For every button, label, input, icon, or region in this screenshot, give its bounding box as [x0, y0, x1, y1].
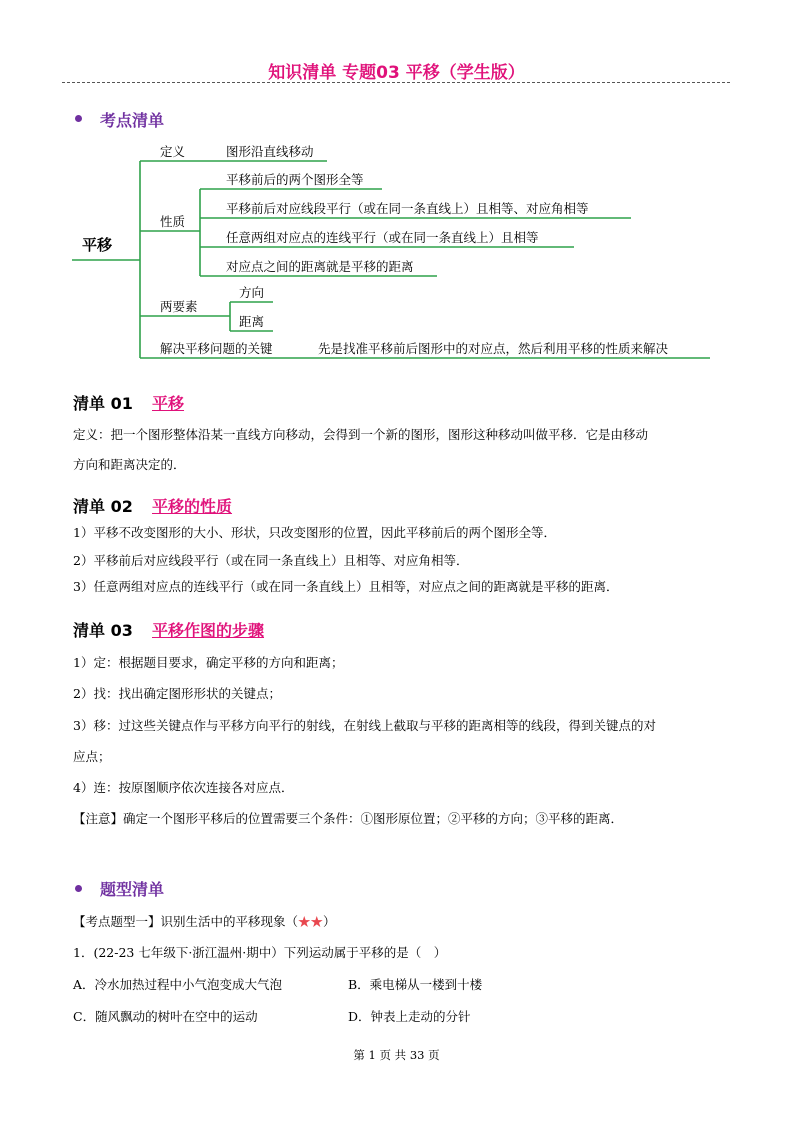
mindmap-definition-label: 定义	[160, 144, 186, 159]
question-type-prefix: 【考点题型一】识别生活中的平移现象（	[73, 914, 299, 929]
list03-label: 清单 03	[73, 621, 133, 640]
list01-label: 清单 01	[73, 394, 133, 413]
page-footer: 第 1 页 共 33 页	[353, 1048, 440, 1062]
list02-item: 1）平移不改变图形的大小、形状，只改变图形的位置，因此平移前后的两个图形全等．	[73, 525, 556, 540]
mindmap-property-item: 对应点之间的距离就是平移的距离	[226, 259, 414, 274]
mindmap-element-item: 距离	[239, 314, 265, 329]
list03-item: 3）移：过这些关键点作与平移方向平行的射线，在射线上截取与平移的距离相等的线段，得到关键点的对	[73, 718, 656, 733]
list03-item: 2）找：找出确定图形形状的关键点；	[73, 686, 281, 701]
list01-title: 平移	[152, 394, 185, 413]
mindmap-key-label: 解决平移问题的关键	[160, 341, 273, 356]
mindmap-properties-label: 性质	[160, 214, 186, 229]
document-title: 知识清单 专题03 平移（学生版）	[268, 63, 525, 83]
bullet-dot-icon	[75, 885, 82, 892]
list03-note: 【注意】确定一个图形平移后的位置需要三个条件：①图形原位置；②平移的方向；③平移的距离．	[73, 811, 624, 826]
question-option-a: A．冷水加热过程中小气泡变成大气泡	[73, 977, 283, 992]
list03-item: 4）连：按原图顺序依次连接各对应点．	[73, 780, 294, 795]
question-type-line	[73, 909, 733, 935]
section-heading-kaodian: 考点清单	[100, 111, 165, 130]
list03-title: 平移作图的步骤	[152, 621, 265, 640]
list02-item: 2）平移前后对应线段平行（或在同一条直线上）且相等、对应角相等．	[73, 553, 469, 568]
question-option-c: C．随风飘动的树叶在空中的运动	[73, 1009, 258, 1024]
list01-text: 定义：把一个图形整体沿某一直线方向移动，会得到一个新的图形，图形这种移动叫做平移．它是由移动	[73, 427, 649, 442]
star-rating-icon: ★★	[298, 914, 324, 929]
question-option-d: D．钟表上走动的分针	[348, 1009, 471, 1024]
list03-item: 应点；	[73, 749, 111, 764]
mindmap-element-item: 方向	[239, 285, 265, 300]
list02-item: 3）任意两组对应点的连线平行（或在同一条直线上）且相等，对应点之间的距离就是平移的距离．	[73, 579, 619, 594]
mindmap-property-item: 任意两组对应点的连线平行（或在同一条直线上）且相等	[226, 230, 539, 245]
mindmap-root-label: 平移	[82, 236, 113, 254]
question-option-b: B．乘电梯从一楼到十楼	[348, 977, 483, 992]
question-stem: 1．(22-23 七年级下·浙江温州·期中）下列运动属于平移的是（ ）	[73, 945, 447, 960]
list01-text: 方向和距离决定的．	[73, 457, 186, 472]
mindmap-key-value: 先是找准平移前后图形中的对应点，然后利用平移的性质来解决	[318, 341, 669, 356]
section-heading-tixing: 题型清单	[100, 880, 165, 899]
mindmap-property-item: 平移前后对应线段平行（或在同一条直线上）且相等、对应角相等	[226, 201, 589, 216]
list02-label: 清单 02	[73, 497, 133, 516]
mindmap-property-item: 平移前后的两个图形全等	[226, 172, 364, 187]
question-type-suffix: ）	[323, 914, 336, 929]
list03-item: 1）定：根据题目要求，确定平移的方向和距离；	[73, 655, 344, 670]
mindmap-elements-label: 两要素	[160, 299, 198, 314]
list02-title: 平移的性质	[152, 497, 233, 516]
mindmap-definition-value: 图形沿直线移动	[226, 144, 314, 159]
